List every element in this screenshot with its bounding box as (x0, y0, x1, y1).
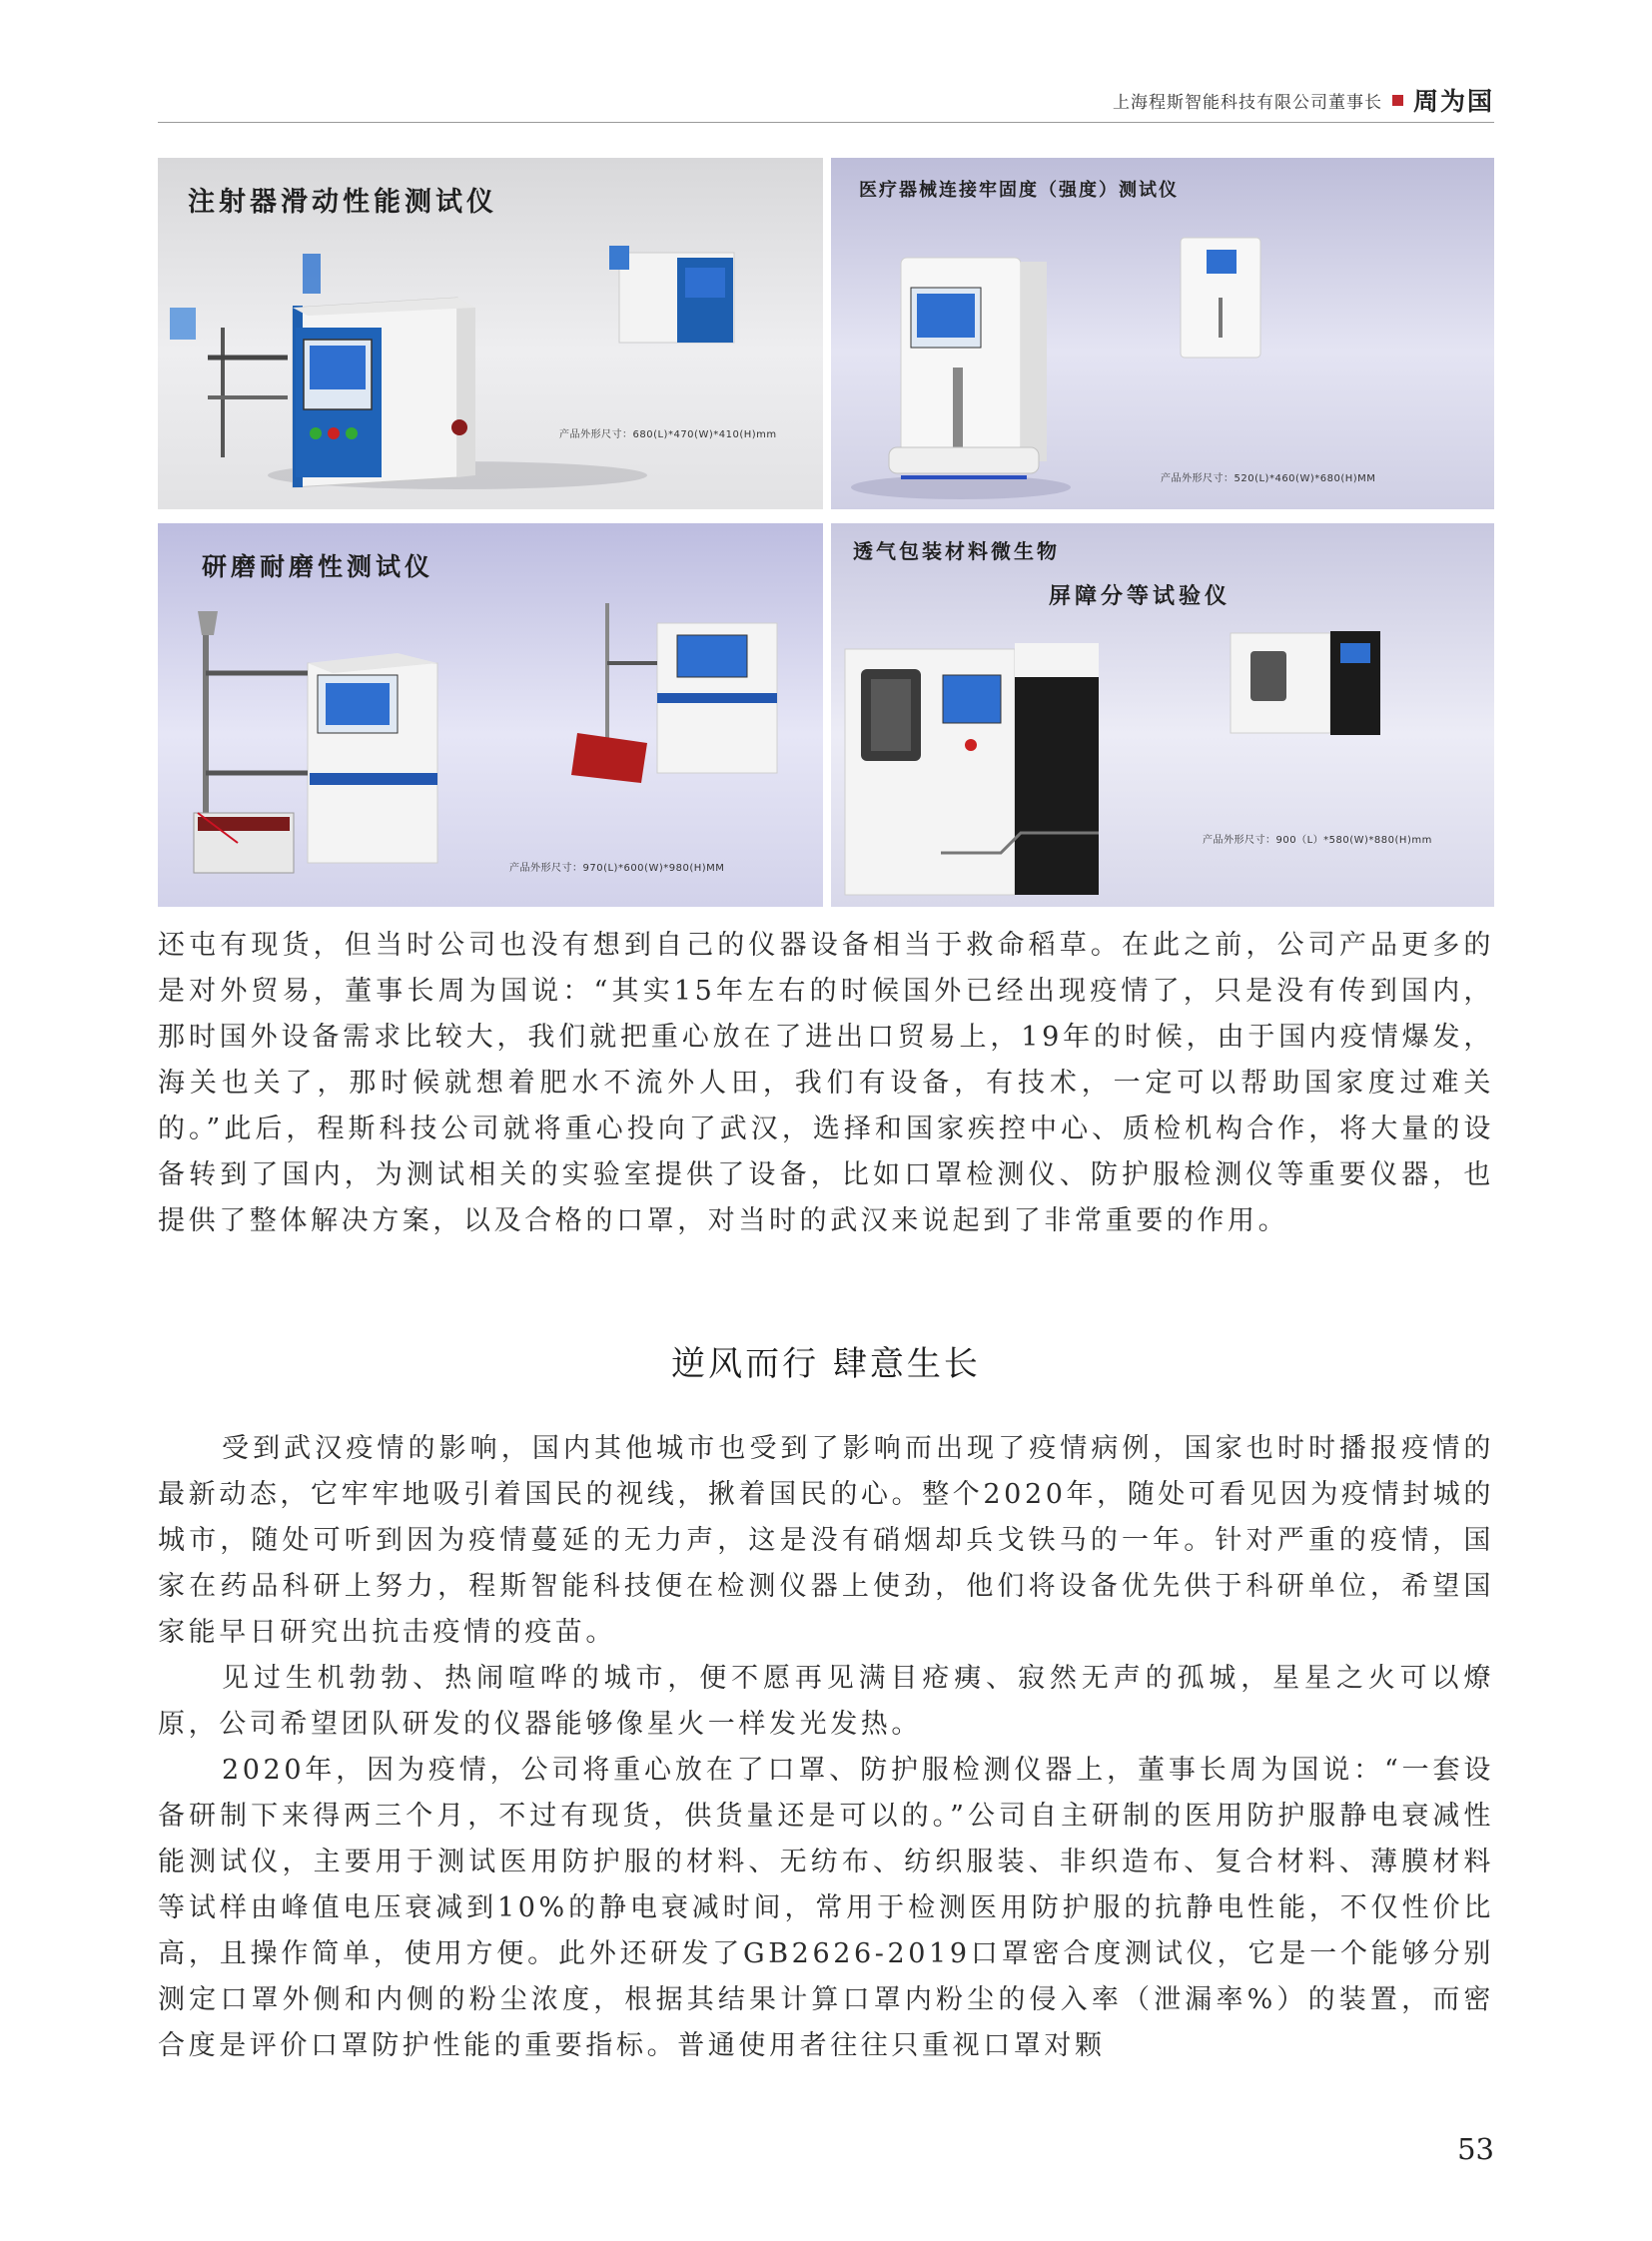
header-marker (1392, 95, 1403, 106)
figure-microbial-barrier-tester (831, 523, 1494, 907)
figure-dimensions: 产品外形尺寸：680(L)*470(W)*410(H)mm (559, 429, 777, 440)
figure-dimensions: 产品外形尺寸：520(L)*460(W)*680(H)MM (1161, 473, 1376, 484)
figure-dimensions: 产品外形尺寸：970(L)*600(W)*980(H)MM (509, 863, 725, 874)
body-paragraph: 见过生机勃勃、热闹喧哗的城市，便不愿再见满目疮痍、寂然无声的孤城，星星之火可以燎原，公司希望团队研发的仪器能够像星火一样发光发热。 (158, 1663, 1494, 1740)
section-heading: 逆风而行 肆意生长 (671, 1344, 981, 1384)
figure-title-line1: 透气包装材料微生物 (853, 539, 1060, 563)
product-image-grid (158, 158, 1494, 907)
page-number: 53 (1457, 2132, 1494, 2166)
figure-connection-strength-tester (831, 158, 1494, 509)
body-paragraph: 受到武汉疫情的影响，国内其他城市也受到了影响而出现了疫情病例，国家也时时播报疫情的最新动态，它牢牢地吸引着国民的视线，揪着国民的心。整个2020年，随处可看见因为疫情封城的城市，随处可听到因为疫情蔓延的无力声，这是没有硝烟却兵戈铁马的一年。针对严重的疫情，国家在药品科研上努力，程斯智能科技便在检测仪器上使劲，他们将设备优先供于科研单位，希望国家能早日研究出抗击疫情的疫苗。 (158, 1433, 1494, 1648)
header-text (1113, 82, 1494, 118)
figure-title: 研磨耐磨性测试仪 (202, 552, 434, 581)
figure-title: 注射器滑动性能测试仪 (188, 187, 497, 218)
running-header (158, 78, 1494, 123)
figure-abrasion-tester (158, 523, 823, 907)
header-name: 周为国 (1412, 87, 1494, 116)
body-paragraph: 还屯有现货，但当时公司也没有想到自己的仪器设备相当于救命稻草。在此之前，公司产品更多的是对外贸易，董事长周为国说：“其实15年左右的时候国外已经出现疫情了，只是没有传到国内，那时国外设备需求比较大，我们就把重心放在了进出口贸易上，19年的时候，由于国内疫情爆发，海关也关了，那时候就想着肥水不流外人田，我们有设备，有技术，一定可以帮助国家度过难关的。”此后，程斯科技公司就将重心投向了武汉，选择和国家疾控中心、质检机构合作，将大量的设备转到了国内，为测试相关的实验室提供了设备，比如口罩检测仪、防护服检测仪等重要仪器，也提供了整体解决方案，以及合格的口罩，对当时的武汉来说起到了非常重要的作用。 (158, 930, 1494, 1236)
figure-syringe-tester (158, 158, 823, 509)
figure-title-line2: 屏障分等试验仪 (1049, 583, 1232, 609)
figure-title: 医疗器械连接牢固度（强度）测试仪 (859, 180, 1179, 201)
connection-strength-tester-illustration (831, 158, 1494, 509)
header-company: 上海程斯智能科技有限公司董事长 (1112, 92, 1382, 113)
figure-dimensions: 产品外形尺寸：900（L）*580(W)*880(H)mm (1203, 835, 1432, 846)
body-paragraph: 2020年，因为疫情，公司将重心放在了口罩、防护服检测仪器上，董事长周为国说：“一套设备研制下来得两三个月，不过有现货，供货量还是可以的。”公司自主研制的医用防护服静电衰减性能测试仪，主要用于测试医用防护服的材料、无纺布、纺织服装、非织造布、复合材料、薄膜材料等试样由峰值电压衰减到10%的静电衰减时间，常用于检测医用防护服的抗静电性能，不仅性价比高，且操作简单，使用方便。此外还研发了GB2626-2019口罩密合度测试仪，它是一个能够分别测定口罩外侧和内侧的粉尘浓度，根据其结果计算口罩内粉尘的侵入率（泄漏率%）的装置，而密合度是评价口罩防护性能的重要指标。普通使用者往往只重视口罩对颗 (158, 1755, 1494, 2061)
